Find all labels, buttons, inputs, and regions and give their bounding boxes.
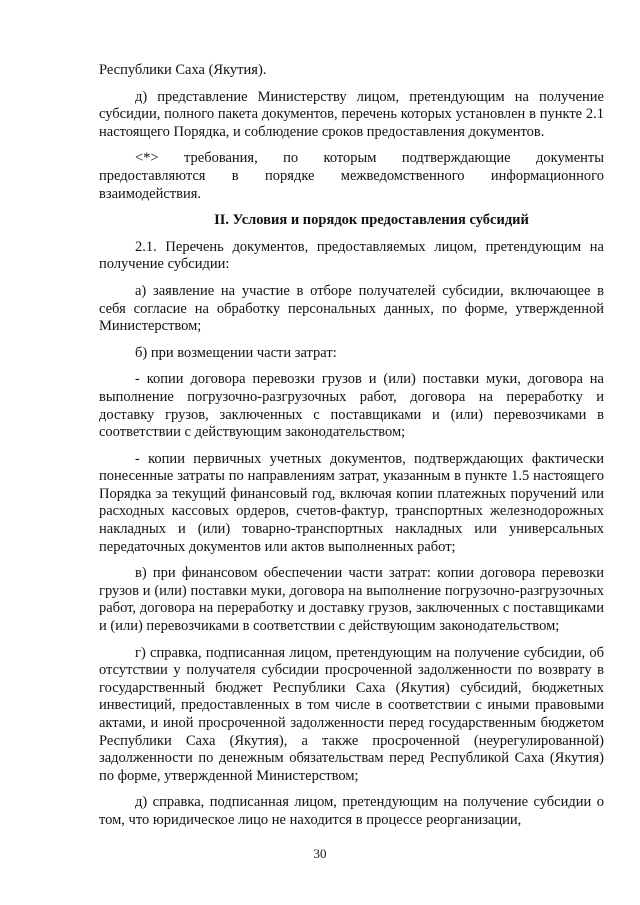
paragraph-item-g-certificate: г) справка, подписанная лицом, претендующим на получение субсидии, об отсутствии у получателя субсидии просроченной задолженности по возврату в государственный бюджет Республики Саха (Якутия) субсидий, бюджетных инвестиций, предоставленных в том числе в соответствии с иными правовыми актами, и иной просроченной задолженности перед государственным бюджетом Республики Саха (Якутия), а также просроченной (неурегулированной) задолженности по денежным обязательствам перед Республикой Саха (Якутия) по форме, утвержденной Министерством; xyxy=(99,644,604,784)
paragraph-item-b-reimbursement: б) при возмещении части затрат: xyxy=(135,344,337,361)
paragraph-footnote-interagency: <*> требования, по которым подтверждающие документы предоставляются в порядке межведомственного информационного взаимодействия. xyxy=(99,150,604,202)
section-heading: II. Условия и порядок предоставления субсидий xyxy=(214,212,529,229)
paragraph-item-a-application: а) заявление на участие в отборе получателей субсидии, включающее в себя согласие на обработку персональных данных, по форме, утвержденной Министерством; xyxy=(99,282,604,335)
page-number: 30 xyxy=(313,846,327,861)
paragraph-2-1-document-list: 2.1. Перечень документов, предоставляемых лицом, претендующим на получение субсидии: xyxy=(99,238,604,273)
paragraph-item-v-financing: в) при финансовом обеспечении части затрат: копии договора перевозки грузов и (или) поставки муки, договора на выполнение погрузочно-разгрузочных работ, договора на переработку и доставку грузов, заключенных с поставщиками и (или) перевозчиками в соответствии с действующим законодательством; xyxy=(99,565,604,635)
paragraph-item-d-certificate: д) справка, подписанная лицом, претендующим на получение субсидии о том, что юридическое лицо не находится в процессе реорганизации, xyxy=(99,794,604,828)
paragraph-contract-copies: - копии договора перевозки грузов и (или) поставки муки, договора на выполнение погрузочно-разгрузочных работ, договора на переработку и доставку грузов, заключенных с поставщиками и (или) перевозчиками в соответствии с действующим законодательством; xyxy=(99,371,604,441)
document-body xyxy=(99,62,604,839)
paragraph-primary-documents: - копии первичных учетных документов, подтверждающих фактически понесенные затраты по направлениям затрат, указанным в пункте 1.5 настоящего Порядка за текущий финансовый год, включая копии платежных поручений или расходных кассовых ордеров, счетов-фактур, транспортных железнодорожных накладных и (или) товарно-транспортных накладных или универсальных передаточных документов или актов выполненных работ; xyxy=(99,450,604,555)
paragraph-item-d-submission: д) представление Министерству лицом, претендующим на получение субсидии, полного пакета документов, перечень которых установлен в пункте 2.1 настоящего Порядка, и соблюдение сроков предоставления документов. xyxy=(99,88,604,140)
paragraph-continuation: Республики Саха (Якутия). xyxy=(99,62,267,78)
